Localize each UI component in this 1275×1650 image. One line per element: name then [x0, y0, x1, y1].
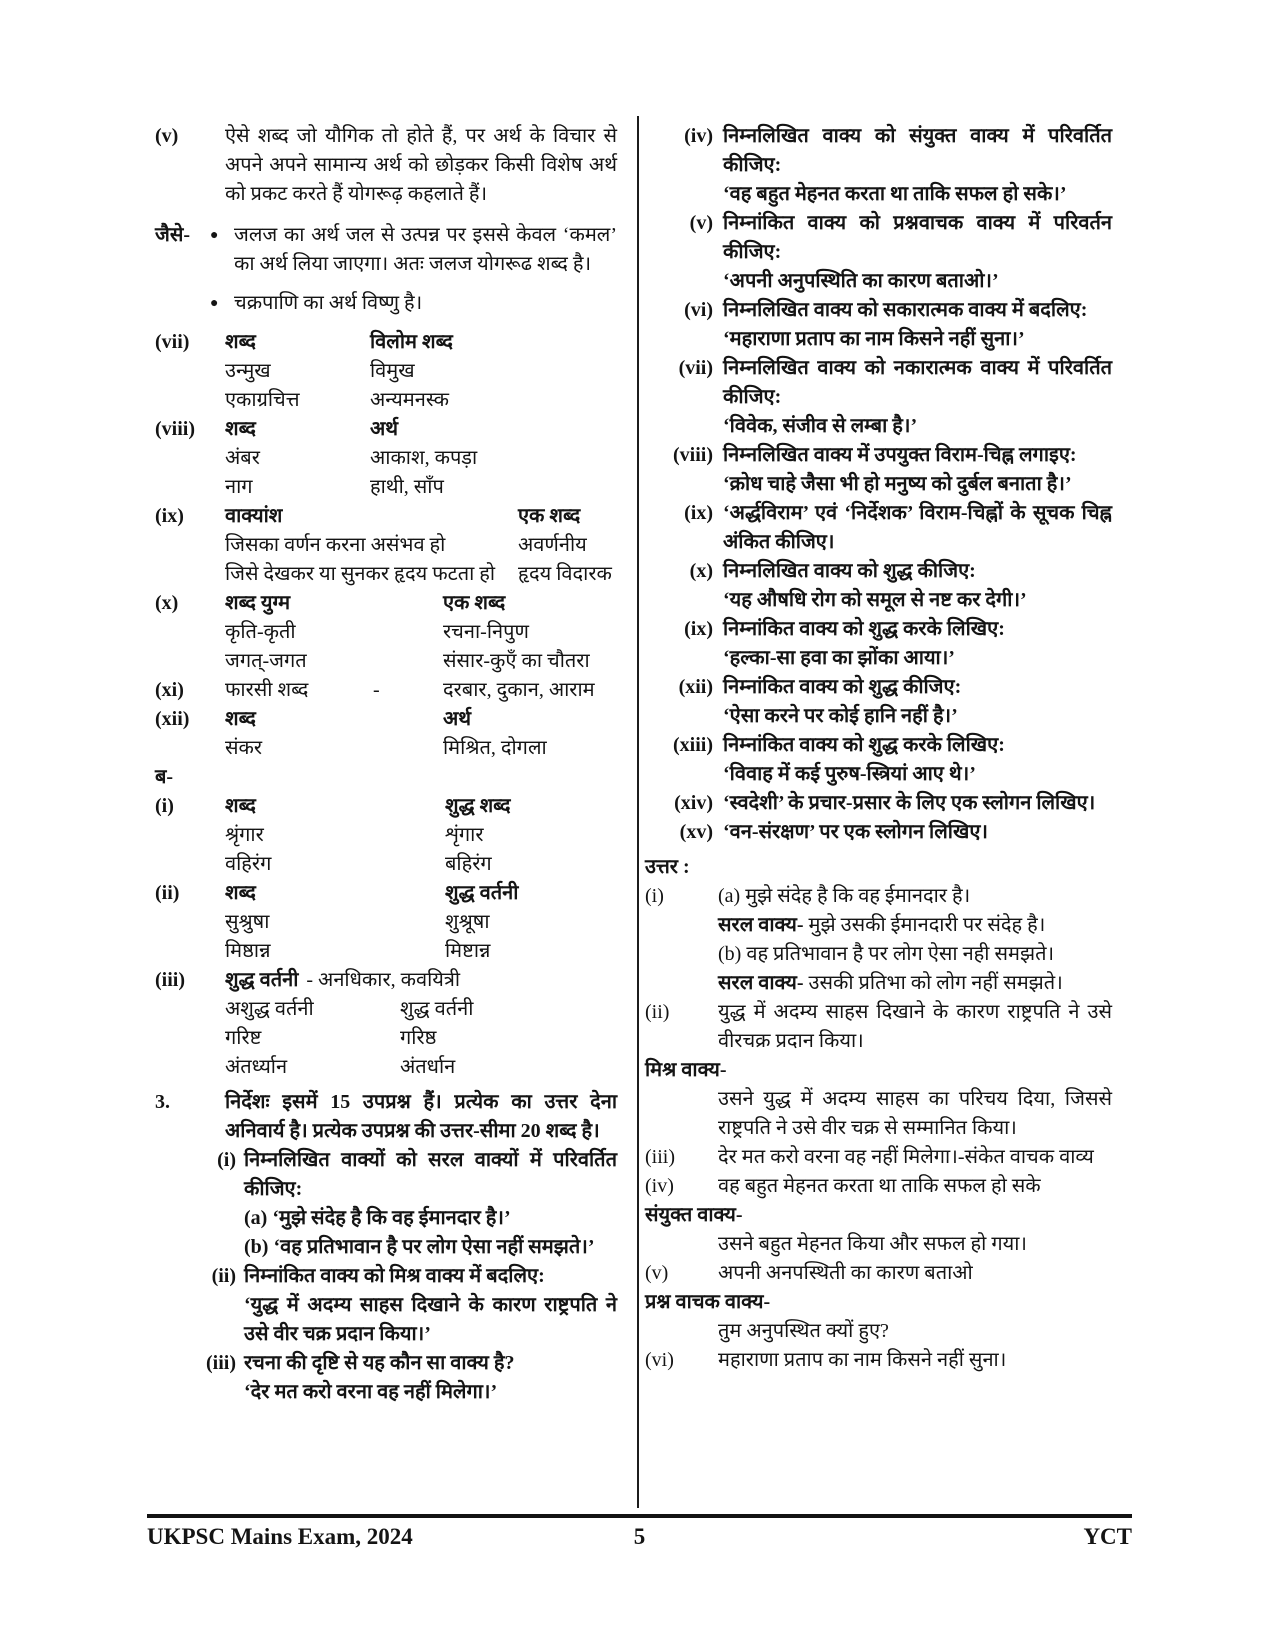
word-table-x	[155, 589, 617, 676]
table-row	[225, 560, 617, 589]
subquestion-text: ‘स्वदेशी’ के प्रचार-प्रसार के लिए एक स्लोगन लिखिए।	[723, 792, 1096, 814]
subquestion-quote: ‘देर मत करो वरना वह नहीं मिलेगा।’	[244, 1381, 498, 1403]
column-header: शब्द युग्म	[225, 592, 291, 614]
answer-line	[718, 969, 1112, 998]
subquestion-label: (vii)	[678, 357, 713, 379]
word: हाथी, साँप	[370, 476, 444, 498]
table-row	[225, 647, 617, 676]
question-number: 3.	[155, 1091, 170, 1113]
answers-heading: उत्तर :	[645, 856, 690, 878]
table-row	[225, 357, 617, 386]
answer-text: अपनी अनपस्थिती का कारण बताओ	[718, 1262, 973, 1284]
bullet-item	[210, 221, 617, 279]
word: जगत्-जगत	[225, 650, 307, 672]
item-label: (vii)	[155, 331, 190, 353]
table-header	[225, 328, 617, 357]
right-column	[645, 122, 1112, 1375]
table-header	[225, 589, 617, 618]
subquestion-text: निम्नलिखित वाक्य को सकारात्मक वाक्य में बदलिए:	[723, 299, 1088, 321]
word: संकर	[225, 737, 263, 759]
word: हृदय विदारक	[518, 563, 612, 585]
table-header	[225, 502, 617, 531]
answer-vi	[645, 1346, 1112, 1375]
word: कृति-कृती	[225, 621, 296, 643]
subquestion-vii	[645, 354, 1112, 441]
table-header	[225, 415, 617, 444]
answer-label: (ii)	[645, 1001, 670, 1023]
subquestion-xiv	[645, 789, 1112, 818]
item-label: (viii)	[155, 418, 195, 440]
subquestion-line-a: (a) ‘मुझे संदेह है कि वह ईमानदार है।’	[244, 1207, 511, 1229]
answer-label: (v)	[645, 1262, 669, 1284]
table-title-rest: - अनधिकार, कवयित्री	[306, 969, 461, 991]
question-3-instructions: निर्देशः इसमें 15 उपप्रश्न हैं। प्रत्येक का उत्तर देना अनिवार्य है। प्रत्येक उपप्रश्न की उत्तर-सीमा 20 शब्द है।	[225, 1091, 617, 1142]
word: उन्मुख	[225, 360, 271, 382]
subquestion-quote: ‘वह बहुत मेहनत करता था ताकि सफल हो सके।’	[723, 183, 1067, 205]
word: संसार-कुएँ का चौतरा	[443, 650, 590, 672]
subquestion-text: रचना की दृष्टि से यह कौन सा वाक्य है?	[244, 1352, 515, 1374]
subquestion-quote: ‘हल्का-सा हवा का झोंका आया।’	[723, 647, 955, 669]
subquestion-quote: ‘अपनी अनुपस्थिति का कारण बताओ।’	[723, 270, 999, 292]
bullet-item	[210, 289, 617, 318]
subquestion-v	[645, 209, 1112, 296]
answer-text: उसकी प्रतिभा को लोग नहीं समझते।	[803, 972, 1063, 994]
word: वहिरंग	[225, 853, 272, 875]
word: अंबर	[225, 447, 260, 469]
subquestion-xii	[645, 673, 1112, 731]
item-label: (xi)	[155, 679, 184, 701]
word: अंतर्ध्यान	[225, 1056, 288, 1078]
word: अशुद्ध वर्तनी	[225, 998, 314, 1020]
table-title-bold: शुद्ध वर्तनी	[225, 969, 299, 991]
subquestion-label: (x)	[689, 560, 713, 582]
table-row	[225, 995, 617, 1024]
answer-label: (iii)	[645, 1146, 675, 1168]
column-header: एक शब्द	[443, 592, 506, 614]
subquestion-xv	[645, 818, 1112, 847]
phrase: जिसे देखकर या सुनकर हृदय फटता हो	[225, 563, 496, 585]
mishra-text: उसने युद्ध में अदम्य साहस का परिचय दिया, जिससे राष्ट्रपति ने उसे वीर चक्र से सम्मानित किया।	[718, 1088, 1112, 1139]
section-b-label: ब-	[155, 766, 174, 788]
subquestion-quote: ‘युद्ध में अदम्य साहस दिखाने के कारण राष्ट्रपति ने उसे वीर चक्र प्रदान किया।’	[244, 1294, 617, 1345]
table-header	[225, 879, 617, 908]
prashn-heading: प्रश्न वाचक वाक्य-	[645, 1291, 771, 1313]
word-table-b-iii	[155, 966, 617, 1082]
subquestion-label: (xiv)	[674, 792, 713, 814]
subquestion-quote: ‘ऐसा करने पर कोई हानि नहीं है।’	[723, 705, 958, 727]
item-label: (x)	[155, 592, 179, 614]
column-header: शब्द	[225, 708, 256, 730]
answer-text: मुझे उसकी ईमानदारी पर संदेह है।	[803, 914, 1046, 936]
subquestion-label: (vi)	[684, 299, 713, 321]
word: अंतर्धान	[400, 1056, 456, 1078]
word: नाग	[225, 476, 253, 498]
sanyukt-heading: संयुक्त वाक्य-	[645, 1204, 743, 1226]
example-block	[155, 221, 617, 318]
answer-line: (a) मुझे संदेह है कि वह ईमानदार है।	[718, 885, 971, 907]
subquestion-xiii	[645, 731, 1112, 789]
answer-text: युद्ध में अदम्य साहस दिखाने के कारण राष्ट्रपति ने उसे वीरचक्र प्रदान किया।	[718, 1001, 1112, 1052]
subquestion-label: (xv)	[679, 821, 713, 843]
subquestion-text: निम्नांकित वाक्य को मिश्र वाक्य में बदलिए:	[244, 1265, 545, 1287]
bullet-text: जलज का अर्थ जल से उत्पन्न पर इससे केवल ‘कमल’ का अर्थ लिया जाएगा। अतः जलज योगरूढ शब्द है।	[234, 224, 617, 275]
table-header	[225, 792, 617, 821]
word: श्रृंगार	[225, 824, 264, 846]
word: शुश्रूषा	[445, 911, 490, 933]
subquestion-text: निम्नांकित वाक्य को शुद्ध कीजिए:	[723, 676, 962, 698]
word: शृंगार	[445, 824, 484, 846]
subquestion-text: निम्नांकित वाक्य को शुद्ध करके लिखिए:	[723, 734, 1005, 756]
table-row	[225, 937, 617, 966]
subquestion-label: (xiii)	[673, 734, 713, 756]
word: आकाश, कपड़ा	[370, 447, 478, 469]
word: बहिरंग	[445, 853, 492, 875]
table-row	[225, 821, 617, 850]
column-header: वाक्यांश	[225, 505, 283, 527]
item-text: ऐसे शब्द जो यौगिक तो होते हैं, पर अर्थ के विचार से अपने अपने सामान्य अर्थ को छोड़कर किसी विशेष अर्थ को प्रकट करते हैं योगरूढ़ कहलाते हैं।	[225, 125, 617, 205]
subquestion-label: (ii)	[211, 1265, 236, 1287]
column-header: एक शब्द	[518, 505, 581, 527]
column-header: शब्द	[225, 882, 256, 904]
item-xi	[155, 676, 617, 705]
column-header: अर्थ	[370, 418, 399, 440]
subquestion-text: ‘वन-संरक्षण’ पर एक स्लोगन लिखिए।	[723, 821, 988, 843]
item-label: (ix)	[155, 505, 184, 527]
word: शुद्ध वर्तनी	[400, 998, 474, 1020]
subquestion-label: (ix)	[684, 502, 713, 524]
word: फारसी शब्द	[225, 679, 309, 701]
word: मिष्टान्न	[445, 940, 491, 962]
item-label: (iii)	[155, 969, 185, 991]
word-table-vii	[155, 328, 617, 415]
word-table-b-ii	[155, 879, 617, 966]
table-row	[225, 676, 617, 705]
prashn-text: तुम अनुपस्थित क्यों हुए?	[718, 1320, 889, 1342]
answer-text: महाराणा प्रताप का नाम किसने नहीं सुना।	[718, 1349, 1007, 1371]
answer-text: देर मत करो वरना वह नहीं मिलेगा।-संकेत वाचक वाव्य	[718, 1146, 1094, 1168]
answer-label: (iv)	[645, 1175, 674, 1197]
table-row	[225, 1024, 617, 1053]
table-row	[225, 473, 617, 502]
table-row	[225, 444, 617, 473]
word: रचना-निपुण	[443, 621, 529, 643]
item-label: (ii)	[155, 882, 180, 904]
subquestion-label: (iv)	[684, 125, 713, 147]
subquestion-ix-2	[645, 615, 1112, 673]
item-label: (i)	[155, 795, 174, 817]
table-row	[225, 734, 617, 763]
subquestion-text: निम्नलिखित वाक्य में उपयुक्त विराम-चिह्न लगाइए:	[723, 444, 1077, 466]
example-label: जैसे-	[155, 224, 191, 246]
subquestion-quote: ‘विवेक, संजीव से लम्बा है।’	[723, 415, 918, 437]
table-row	[225, 531, 617, 560]
table-row	[225, 386, 617, 415]
answer-i	[645, 882, 1112, 998]
subquestion-line-b: (b) ‘वह प्रतिभावान है पर लोग ऐसा नहीं समझते।’	[244, 1236, 595, 1258]
subquestion-label: (i)	[217, 1149, 236, 1171]
subquestion-label: (v)	[689, 212, 713, 234]
item-label: (v)	[155, 125, 179, 147]
subquestion-viii	[645, 441, 1112, 499]
answer-type-label: सरल वाक्य-	[718, 914, 804, 936]
footer-rule	[147, 1514, 1132, 1518]
word-table-b-i	[155, 792, 617, 879]
table-title	[225, 966, 617, 995]
item-label: (xii)	[155, 708, 190, 730]
mishra-heading: मिश्र वाक्य-	[645, 1059, 727, 1081]
subquestion-label: (viii)	[673, 444, 713, 466]
column-header: शुद्ध शब्द	[445, 795, 511, 817]
answer-ii	[645, 998, 1112, 1056]
table-row	[225, 908, 617, 937]
column-header: अर्थ	[443, 708, 472, 730]
column-header: शब्द	[225, 331, 256, 353]
left-column	[155, 122, 617, 1407]
answer-label: (vi)	[645, 1349, 674, 1371]
subquestion-text: निम्नलिखित वाक्य को संयुक्त वाक्य में परिवर्तित कीजिए:	[723, 125, 1112, 176]
answer-text: वह बहुत मेहनत करता था ताकि सफल हो सके	[718, 1175, 1041, 1197]
bullet-text: चक्रपाणि का अर्थ विष्णु है।	[234, 292, 423, 314]
dash: -	[373, 679, 380, 701]
example-bullets	[210, 221, 617, 318]
column-divider	[637, 116, 639, 1508]
sanyukt-text: उसने बहुत मेहनत किया और सफल हो गया।	[718, 1233, 1027, 1255]
word: विमुख	[370, 360, 415, 382]
subquestion-text: निम्नलिखित वाक्य को शुद्ध कीजिए:	[723, 560, 976, 582]
subquestion-ii	[196, 1262, 617, 1349]
subquestion-text: निम्नलिखित वाक्यों को सरल वाक्यों में परिवर्तित कीजिए:	[244, 1149, 617, 1200]
subquestion-vi	[645, 296, 1112, 354]
column-header: विलोम शब्द	[370, 331, 453, 353]
bullet-icon: ●	[210, 296, 219, 311]
bullet-icon: ●	[210, 228, 219, 243]
word: एकाग्रचित्त	[225, 389, 300, 411]
table-row	[225, 1053, 617, 1082]
subquestion-i	[196, 1146, 617, 1262]
page-footer	[147, 1524, 1132, 1550]
answer-label: (i)	[645, 885, 664, 907]
table-row	[225, 850, 617, 879]
subquestion-label: (iii)	[206, 1352, 236, 1374]
page-number: 5	[633, 1524, 646, 1549]
item-v	[155, 122, 617, 209]
answer-type-label: सरल वाक्य-	[718, 972, 804, 994]
subquestion-iii	[196, 1349, 617, 1407]
subquestion-text: ‘अर्द्धविराम’ एवं ‘निर्देशक’ विराम-चिह्नों के सूचक चिह्न अंकित कीजिए।	[723, 502, 1112, 553]
word-table-viii	[155, 415, 617, 502]
word: सुश्रुषा	[225, 911, 270, 933]
word: अन्यमनस्क	[370, 389, 449, 411]
word: अवर्णनीय	[518, 534, 587, 556]
subquestion-text: निम्नांकित वाक्य को प्रश्नवाचक वाक्य में परिवर्तन कीजिए:	[723, 212, 1112, 263]
column-header: शब्द	[225, 418, 256, 440]
word: गरिष्ठ	[400, 1027, 437, 1049]
subquestion-quote: ‘क्रोध चाहे जैसा भी हो मनुष्य को दुर्बल बनाता है।’	[723, 473, 1072, 495]
answer-line: (b) वह प्रतिभावान है पर लोग ऐसा नही समझते।	[718, 943, 1055, 965]
subquestion-label: (xii)	[678, 676, 713, 698]
subquestion-ix	[645, 499, 1112, 557]
column-header: शब्द	[225, 795, 256, 817]
subquestion-text: निम्नांकित वाक्य को शुद्ध करके लिखिए:	[723, 618, 1005, 640]
word: गरिष्ट	[225, 1027, 262, 1049]
subquestion-quote: ‘यह औषधि रोग को समूल से नष्ट कर देगी।’	[723, 589, 1027, 611]
answer-v	[645, 1259, 1112, 1288]
subquestion-text: निम्नलिखित वाक्य को नकारात्मक वाक्य में परिवर्तित कीजिए:	[723, 357, 1112, 408]
subquestion-quote: ‘विवाह में कई पुरुष-स्त्रियां आए थे।’	[723, 763, 976, 785]
word: मिश्रित, दोगला	[443, 737, 547, 759]
answer-line	[718, 911, 1112, 940]
subquestion-x	[645, 557, 1112, 615]
word-table-ix	[155, 502, 617, 589]
word-table-xii	[155, 705, 617, 763]
column-header: शुद्ध वर्तनी	[445, 882, 519, 904]
subquestion-quote: ‘महाराणा प्रताप का नाम किसने नहीं सुना।’	[723, 328, 1025, 350]
answer-iv	[645, 1172, 1112, 1201]
word: दरबार, दुकान, आराम	[443, 679, 595, 701]
footer-publisher: YCT	[1083, 1524, 1132, 1549]
table-header	[225, 705, 617, 734]
answer-iii	[645, 1143, 1112, 1172]
footer-exam-title: UKPSC Mains Exam, 2024	[147, 1524, 413, 1549]
question-3	[155, 1088, 617, 1146]
subquestion-iv	[645, 122, 1112, 209]
phrase: जिसका वर्णन करना असंभव हो	[225, 534, 446, 556]
word: मिष्ठान्न	[225, 940, 271, 962]
subquestion-label: (ix)	[684, 618, 713, 640]
table-row	[225, 618, 617, 647]
